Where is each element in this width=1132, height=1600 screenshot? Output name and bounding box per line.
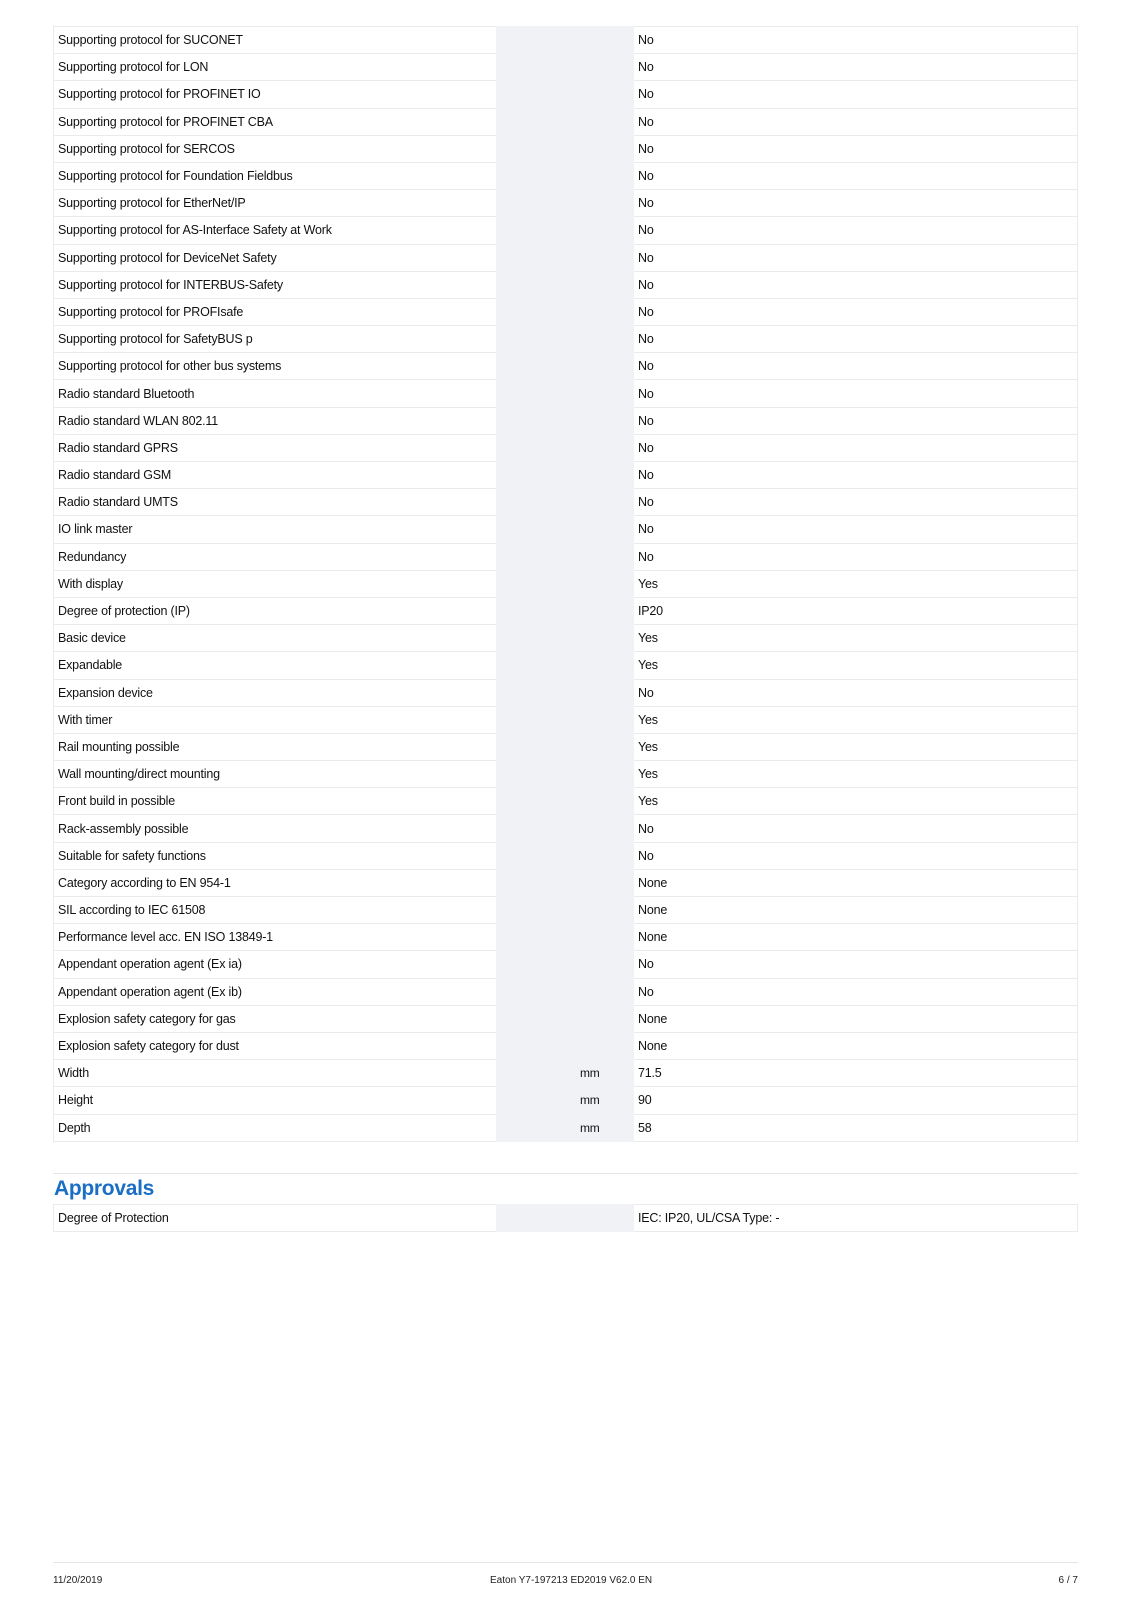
- spec-shade-cell: [496, 924, 576, 951]
- spec-row: [54, 516, 1078, 543]
- spec-table-body: [54, 27, 1078, 1142]
- spec-row: [54, 978, 1078, 1005]
- spec-shade-cell: [496, 652, 576, 679]
- spec-row: [54, 788, 1078, 815]
- spec-shade-cell: [496, 625, 576, 652]
- spec-unit: [576, 353, 634, 380]
- spec-row: [54, 407, 1078, 434]
- spec-row: [54, 597, 1078, 624]
- spec-value: No: [634, 244, 1078, 271]
- spec-shade-cell: [496, 162, 576, 189]
- spec-value: None: [634, 1032, 1078, 1059]
- spec-label: Supporting protocol for PROFIsafe: [54, 298, 497, 325]
- spec-value: No: [634, 380, 1078, 407]
- spec-row: [54, 326, 1078, 353]
- spec-value: None: [634, 869, 1078, 896]
- spec-label: Radio standard WLAN 802.11: [54, 407, 497, 434]
- spec-label: Degree of protection (IP): [54, 597, 497, 624]
- spec-row: [54, 733, 1078, 760]
- spec-shade-cell: [496, 897, 576, 924]
- spec-shade-cell: [496, 951, 576, 978]
- spec-label: Basic device: [54, 625, 497, 652]
- spec-value: No: [634, 815, 1078, 842]
- section-divider: [53, 1173, 1078, 1174]
- spec-unit: [576, 842, 634, 869]
- spec-unit: [576, 516, 634, 543]
- spec-value: Yes: [634, 706, 1078, 733]
- spec-unit: [576, 951, 634, 978]
- spec-value: No: [634, 135, 1078, 162]
- spec-value: No: [634, 951, 1078, 978]
- spec-row: [54, 761, 1078, 788]
- spec-shade-cell: [496, 271, 576, 298]
- spec-label: Supporting protocol for EtherNet/IP: [54, 190, 497, 217]
- spec-shade-cell: [496, 108, 576, 135]
- spec-shade-cell: [496, 516, 576, 543]
- spec-shade-cell: [496, 570, 576, 597]
- spec-label: With timer: [54, 706, 497, 733]
- spec-unit: mm: [576, 1060, 634, 1087]
- spec-label: Performance level acc. EN ISO 13849-1: [54, 924, 497, 951]
- spec-unit: [576, 733, 634, 760]
- footer-document-id: Eaton Y7-197213 ED2019 V62.0 EN: [490, 1575, 653, 1586]
- spec-value: No: [634, 298, 1078, 325]
- spec-unit: [576, 1032, 634, 1059]
- spec-shade-cell: [496, 380, 576, 407]
- spec-shade-cell: [496, 190, 576, 217]
- spec-value: No: [634, 434, 1078, 461]
- spec-row: [54, 353, 1078, 380]
- spec-value: No: [634, 462, 1078, 489]
- spec-label: Explosion safety category for gas: [54, 1005, 497, 1032]
- spec-shade-cell: [496, 489, 576, 516]
- spec-shade-cell: [496, 353, 576, 380]
- spec-value: None: [634, 1005, 1078, 1032]
- spec-unit: [576, 761, 634, 788]
- spec-row: [54, 27, 1078, 54]
- spec-label: Category according to EN 954-1: [54, 869, 497, 896]
- spec-row: [54, 462, 1078, 489]
- spec-row: [54, 842, 1078, 869]
- spec-label: Supporting protocol for Foundation Fieldbus: [54, 162, 497, 189]
- spec-row: [54, 81, 1078, 108]
- spec-value: No: [634, 353, 1078, 380]
- spec-row: [54, 135, 1078, 162]
- spec-shade-cell: [496, 978, 576, 1005]
- spec-unit: [576, 271, 634, 298]
- spec-shade-cell: [496, 217, 576, 244]
- spec-shade-cell: [496, 407, 576, 434]
- spec-unit: [576, 924, 634, 951]
- spec-label: With display: [54, 570, 497, 597]
- spec-value: Yes: [634, 625, 1078, 652]
- spec-value: No: [634, 407, 1078, 434]
- spec-unit: [576, 543, 634, 570]
- spec-label: Height: [54, 1087, 497, 1114]
- spec-value: IP20: [634, 597, 1078, 624]
- spec-label: Appendant operation agent (Ex ia): [54, 951, 497, 978]
- spec-label: Supporting protocol for DeviceNet Safety: [54, 244, 497, 271]
- spec-unit: [576, 597, 634, 624]
- spec-shade-cell: [496, 1205, 576, 1232]
- spec-value: Yes: [634, 570, 1078, 597]
- spec-row: [54, 1005, 1078, 1032]
- spec-label: Supporting protocol for SUCONET: [54, 27, 497, 54]
- spec-row: [54, 951, 1078, 978]
- spec-unit: [576, 978, 634, 1005]
- spec-label: Rack-assembly possible: [54, 815, 497, 842]
- spec-value: Yes: [634, 733, 1078, 760]
- footer-page-number: 6 / 7: [1058, 1575, 1078, 1586]
- spec-unit: [576, 869, 634, 896]
- spec-unit: [576, 489, 634, 516]
- spec-unit: [576, 570, 634, 597]
- spec-unit: mm: [576, 1087, 634, 1114]
- spec-row: [54, 652, 1078, 679]
- spec-value: Yes: [634, 652, 1078, 679]
- spec-value: No: [634, 162, 1078, 189]
- spec-unit: [576, 27, 634, 54]
- spec-row: [54, 706, 1078, 733]
- spec-row: [54, 434, 1078, 461]
- spec-unit: [576, 162, 634, 189]
- spec-shade-cell: [496, 1114, 576, 1141]
- spec-label: Suitable for safety functions: [54, 842, 497, 869]
- spec-row: [54, 570, 1078, 597]
- spec-shade-cell: [496, 543, 576, 570]
- spec-unit: [576, 298, 634, 325]
- spec-shade-cell: [496, 761, 576, 788]
- spec-shade-cell: [496, 244, 576, 271]
- spec-label: SIL according to IEC 61508: [54, 897, 497, 924]
- spec-shade-cell: [496, 81, 576, 108]
- spec-unit: [576, 326, 634, 353]
- spec-shade-cell: [496, 706, 576, 733]
- spec-shade-cell: [496, 462, 576, 489]
- spec-value: No: [634, 543, 1078, 570]
- spec-shade-cell: [496, 1060, 576, 1087]
- spec-shade-cell: [496, 679, 576, 706]
- spec-label: Supporting protocol for SafetyBUS p: [54, 326, 497, 353]
- spec-shade-cell: [496, 1032, 576, 1059]
- spec-row: [54, 489, 1078, 516]
- footer-date: 11/20/2019: [53, 1575, 103, 1586]
- spec-value: No: [634, 217, 1078, 244]
- spec-label: Rail mounting possible: [54, 733, 497, 760]
- spec-label: Supporting protocol for PROFINET IO: [54, 81, 497, 108]
- spec-row: [54, 869, 1078, 896]
- spec-value: No: [634, 516, 1078, 543]
- spec-value: None: [634, 897, 1078, 924]
- spec-unit: [576, 706, 634, 733]
- spec-value: Yes: [634, 761, 1078, 788]
- spec-label: Expandable: [54, 652, 497, 679]
- spec-section: [53, 26, 1078, 1142]
- spec-label: Appendant operation agent (Ex ib): [54, 978, 497, 1005]
- page-footer: [53, 1562, 1078, 1589]
- spec-row: [54, 897, 1078, 924]
- spec-row: [54, 1114, 1078, 1141]
- spec-row: [54, 679, 1078, 706]
- spec-unit: [576, 135, 634, 162]
- spec-unit: [576, 679, 634, 706]
- spec-row: [54, 1087, 1078, 1114]
- spec-shade-cell: [496, 27, 576, 54]
- spec-label: Front build in possible: [54, 788, 497, 815]
- spec-label: Supporting protocol for LON: [54, 54, 497, 81]
- spec-row: [54, 543, 1078, 570]
- spec-value: No: [634, 271, 1078, 298]
- spec-label: Supporting protocol for INTERBUS-Safety: [54, 271, 497, 298]
- spec-unit: [576, 815, 634, 842]
- spec-value: No: [634, 489, 1078, 516]
- spec-value: No: [634, 27, 1078, 54]
- spec-row: [54, 190, 1078, 217]
- spec-value: No: [634, 190, 1078, 217]
- approvals-table-body: [54, 1205, 1078, 1232]
- spec-unit: [576, 897, 634, 924]
- spec-table: [53, 26, 1078, 1142]
- spec-shade-cell: [496, 597, 576, 624]
- spec-row: [54, 217, 1078, 244]
- spec-label: Supporting protocol for AS-Interface Safety at Work: [54, 217, 497, 244]
- spec-shade-cell: [496, 815, 576, 842]
- spec-label: Supporting protocol for PROFINET CBA: [54, 108, 497, 135]
- spec-shade-cell: [496, 733, 576, 760]
- spec-row: [54, 54, 1078, 81]
- spec-label: Expansion device: [54, 679, 497, 706]
- spec-label: Radio standard UMTS: [54, 489, 497, 516]
- spec-unit: [576, 407, 634, 434]
- spec-value: No: [634, 108, 1078, 135]
- spec-unit: [576, 380, 634, 407]
- spec-unit: [576, 190, 634, 217]
- spec-row: [54, 1205, 1078, 1232]
- spec-row: [54, 298, 1078, 325]
- spec-unit: [576, 1005, 634, 1032]
- spec-row: [54, 244, 1078, 271]
- spec-shade-cell: [496, 842, 576, 869]
- spec-unit: [576, 652, 634, 679]
- spec-shade-cell: [496, 788, 576, 815]
- spec-unit: [576, 244, 634, 271]
- spec-unit: [576, 788, 634, 815]
- spec-row: [54, 815, 1078, 842]
- spec-row: [54, 108, 1078, 135]
- spec-value: No: [634, 978, 1078, 1005]
- spec-unit: [576, 1205, 634, 1232]
- spec-shade-cell: [496, 54, 576, 81]
- spec-unit: mm: [576, 1114, 634, 1141]
- spec-label: Explosion safety category for dust: [54, 1032, 497, 1059]
- spec-shade-cell: [496, 434, 576, 461]
- spec-label: Radio standard Bluetooth: [54, 380, 497, 407]
- spec-value: 71.5: [634, 1060, 1078, 1087]
- spec-value: IEC: IP20, UL/CSA Type: -: [634, 1205, 1078, 1232]
- spec-value: 90: [634, 1087, 1078, 1114]
- spec-unit: [576, 54, 634, 81]
- spec-unit: [576, 217, 634, 244]
- approvals-section: [53, 1173, 1078, 1232]
- spec-value: 58: [634, 1114, 1078, 1141]
- spec-unit: [576, 434, 634, 461]
- spec-unit: [576, 81, 634, 108]
- spec-label: Supporting protocol for other bus systems: [54, 353, 497, 380]
- spec-value: No: [634, 326, 1078, 353]
- spec-label: Radio standard GSM: [54, 462, 497, 489]
- spec-row: [54, 1060, 1078, 1087]
- spec-row: [54, 1032, 1078, 1059]
- spec-label: Degree of Protection: [54, 1205, 497, 1232]
- spec-unit: [576, 625, 634, 652]
- spec-unit: [576, 462, 634, 489]
- spec-value: No: [634, 842, 1078, 869]
- approvals-table: [53, 1204, 1078, 1232]
- spec-row: [54, 924, 1078, 951]
- spec-label: Depth: [54, 1114, 497, 1141]
- spec-value: No: [634, 54, 1078, 81]
- spec-row: [54, 162, 1078, 189]
- spec-value: No: [634, 679, 1078, 706]
- spec-shade-cell: [496, 326, 576, 353]
- spec-label: Wall mounting/direct mounting: [54, 761, 497, 788]
- spec-row: [54, 380, 1078, 407]
- spec-shade-cell: [496, 1087, 576, 1114]
- spec-label: Width: [54, 1060, 497, 1087]
- approvals-title: Approvals: [54, 1177, 154, 1200]
- spec-unit: [576, 108, 634, 135]
- spec-row: [54, 271, 1078, 298]
- spec-label: IO link master: [54, 516, 497, 543]
- spec-value: None: [634, 924, 1078, 951]
- spec-shade-cell: [496, 298, 576, 325]
- spec-shade-cell: [496, 1005, 576, 1032]
- spec-shade-cell: [496, 869, 576, 896]
- spec-label: Supporting protocol for SERCOS: [54, 135, 497, 162]
- spec-row: [54, 625, 1078, 652]
- spec-shade-cell: [496, 135, 576, 162]
- spec-value: No: [634, 81, 1078, 108]
- spec-label: Redundancy: [54, 543, 497, 570]
- spec-value: Yes: [634, 788, 1078, 815]
- spec-label: Radio standard GPRS: [54, 434, 497, 461]
